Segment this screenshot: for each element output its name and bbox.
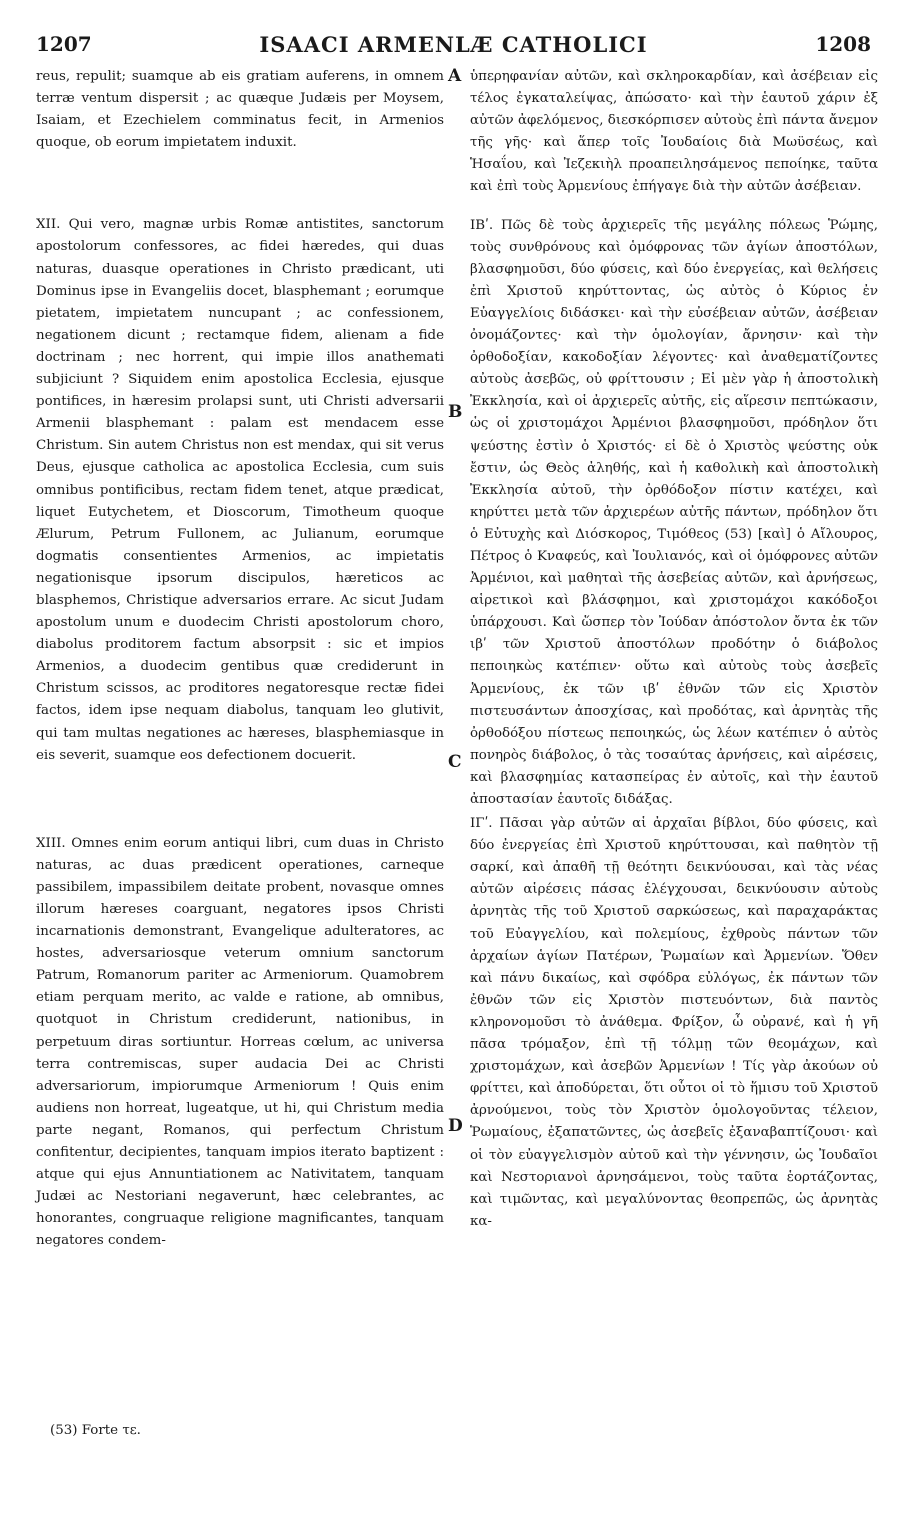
margin-marker-a: A <box>448 66 462 86</box>
spacer <box>36 767 444 833</box>
greek-column <box>470 66 878 1233</box>
page-number-right: 1208 <box>815 32 871 56</box>
latin-paragraph-13: XIII. Omnes enim eorum antiqui libri, cum duas in Christo naturas, ac duas prædicent operationes, carneque passibilem, impassibilem deitate probent, novasque omnes illorum hæreses coarguant, negatores ipsos Christi incarnationis demonstrant, Evangelique adulteratores, ac hostes, adversariosque veterum omnium sanctorum Patrum, Romanorum pariter ac Armeniorum. Quamobrem etiam perquam merito, ac valde e ratione, ab omnibus, quotquot in Christum crediderunt, nationibus, in perpetuum diras sortiuntur. Horreas cœlum, ac universa terra contremiscas, super audacia Dei ac Christi adversariorum, impiorumque Armeniorum ! Quis enim audiens non horreat, lugeatque, ut hi, qui Christum media parte negant, Romanos, qui perfectum Christum confitentur, decipientes, tanquam impios iterato baptizent : atque qui ejus Annuntiationem ac Nativitatem, tanquam Judæi ac Nestoriani negaverunt, hæc celebrantes, ac honorantes, congruaque religione magnificantes, tanquam negatores condem- <box>36 835 444 1249</box>
latin-column <box>36 66 444 1253</box>
page-number-left: 1207 <box>36 32 92 56</box>
running-header <box>36 32 871 64</box>
margin-marker-c: C <box>448 752 462 772</box>
greek-paragraph-1: ὑπερηφανίαν αὐτῶν, καὶ σκληροκαρδίαν, καὶ ἀσέβειαν εἰς τέλος ἐγκαταλείψας, ἀπώσατο· καὶ τὴν ἑαυτοῦ χάριν ἐξ αὐτῶν ἀφελόμενος, διεσκόρπισεν αὐτοὺς ἐπὶ πάντα ἄνεμον τῆς γῆς· καὶ ἅπερ τοῖς Ἰουδαίοις διὰ Μωϋσέως, καὶ Ἡσαΐου, καὶ Ἰεζεκιὴλ προαπειλησάμενος πεποίηκε, ταῦτα καὶ ἐπὶ τοὺς Ἀρμενίους ἐπήγαγε διὰ τὴν αὐτῶν ἀσέβειαν. <box>470 69 878 195</box>
footnote: (53) Forte τε. <box>50 1423 141 1438</box>
latin-paragraph-1: reus, repulit; suamque ab eis gratiam auferens, in omnem terræ ventum dispersit ; ac quæque Judæis per Moysem, Isaiam, et Ezechielem comminatus fecit, in Armenios quoque, ob eorum impietatem induxit. <box>36 69 444 151</box>
margin-marker-b: B <box>448 402 463 422</box>
running-title: ISAACI ARMENLÆ CATHOLICI <box>259 32 648 57</box>
spacer <box>36 154 444 214</box>
margin-marker-d: D <box>448 1116 463 1136</box>
latin-paragraph-12: XII. Qui vero, magnæ urbis Romæ antistites, sanctorum apostolorum confessores, ac fidei hæredes, qui duas naturas, duasque operationes in Christo prædicant, uti Dominus ipse in Evangeliis docet, blasphemant ; eorumque pietatem, impietatem nuncupant ; ac confessionem, negationem dicunt ; rectamque fidem, alienam a fide doctrinam ; nec horrent, qui impie illos anathemati subjiciunt ? Siquidem enim apostolica Ecclesia, ejusque pontifices, in hæresim prolapsi sunt, uti Christi adversarii Armenii blasphemant : palam est mendacem esse Christum. Sin autem Christus non est mendax, qui sit verus Deus, ejusque catholica ac apostolica Ecclesia, cum suis omnibus pontificibus, rectam fidem tenet, atque prædicat, liquet Eutychetem, et Dioscorum, Timotheum quoque Ælurum, Petrum Fullonem, ac Julianum, eorumque dogmatis consentientes Armenios, ac impietatis negationisque ipsorum discipulos, hæreticos ac blasphemos, Christique adversarios errare. Ac sicut Judam apostolum unum e duodecim Christi apostolorum choro, diabolus proditorem factum absorpsit : sic et impios Armenios, a duodecim gentibus quæ crediderunt in Christum scissos, ac proditores negatoresque rectæ fidei factos, idem ipse nequam diabolus, tanquam leo glutivit, qui tam multas negationes ac hæreses, blasphemiasque in eis severit, suamque eos defectionem docuerit. <box>36 217 444 763</box>
greek-paragraph-13: ΙΓʹ. Πᾶσαι γὰρ αὐτῶν αἱ ἀρχαῖαι βίβλοι, δύο φύσεις, καὶ δύο ἐνεργείας ἐπὶ Χριστοῦ κηρύττουσαι, καὶ παθητὸν τῇ σαρκί, καὶ ἀπαθῆ τῇ θεότητι δεικνύουσαι, καὶ τὰς νέας αὐτῶν αἱρέσεις πάσας ἐλέγχουσαι, δεικνύουσιν αὐτοὺς ἀρνητὰς τῆς τοῦ Χριστοῦ σαρκώσεως, καὶ παραχαράκτας τοῦ Εὐαγγελίου, καὶ πολεμίους, ἐχθροὺς πάντων τῶν ἀρχαίων ἁγίων Πατέρων, Ῥωμαίων καὶ Ἀρμενίων. Ὅθεν καὶ πάνυ δικαίως, καὶ σφόδρα εὐλόγως, ἐκ πάντων τῶν ἐθνῶν τῶν εἰς Χριστὸν πιστευόντων, διὰ παντὸς κληρονομοῦσι τὸ ἀνάθεμα. Φρίξον, ὦ οὐρανέ, καὶ ἡ γῆ πᾶσα τρόμαξον, ἐπὶ τῇ τόλμῃ τῶν θεομάχων, καὶ χριστομάχων, καὶ ἀσεβῶν Ἀρμενίων ! Τίς γὰρ ἀκούων οὐ φρίττει, καὶ ἀποδύρεται, ὅτι οὗτοι οἱ τὸ ἥμισυ τοῦ Χριστοῦ ἀρνούμενοι, τοὺς τὸν Χριστὸν ὁμολογοῦντας τέλειον, Ῥωμαίους, ἐξαπατῶντες, ὡς ἀσεβεῖς ἐξαναβαπτίζουσι· καὶ οἱ τὸν εὐαγγελισμὸν αὐτοῦ καὶ τὴν γέννησιν, ὡς Ἰουδαῖοι καὶ Νεστοριανοὶ ἀρνησάμενοι, τοὺς ταῦτα ἑορτάζοντας, καὶ τιμῶντας, καὶ μεγαλύνοντας θεοπρεπῶς, ὡς ἀρνητὰς κα- <box>470 816 878 1229</box>
greek-paragraph-12: ΙΒʹ. Πῶς δὲ τοὺς ἀρχιερεῖς τῆς μεγάλης πόλεως Ῥώμης, τοὺς συνθρόνους καὶ ὁμόφρονας τῶν ἁγίων ἀποστόλων, βλασφημοῦσι, δύο φύσεις, καὶ δύο ἐνεργείας, καὶ θελήσεις ἐπὶ Χριστοῦ κηρύττοντας, ὡς αὐτὸς ὁ Κύριος ἐν Εὐαγγελίοις διδάσκει· καὶ τὴν εὐσέβειαν αὐτῶν, ἀσέβειαν ὀνομάζοντες· καὶ τὴν ὁμολογίαν, ἄρνησιν· καὶ τὴν ὀρθοδοξίαν, κακοδοξίαν λέγοντες· καὶ ἀναθεματίζοντες αὐτοὺς ἀσεβῶς, οὐ φρίττουσιν ; Εἰ μὲν γὰρ ἡ ἀποστολικὴ Ἐκκλησία, καὶ οἱ ἀρχιερεῖς αὐτῆς, εἰς αἵρεσιν πεπτώκασιν, ὡς οἱ χριστομάχοι Ἀρμένιοι βλασφημοῦσι, πρόδηλον ὅτι ψεύστης ἐστὶν ὁ Χριστός· εἰ δὲ ὁ Χριστὸς ψεύστης οὐκ ἔστιν, ὡς Θεὸς ἀληθής, καὶ ἡ καθολικὴ καὶ ἀποστολικὴ Ἐκκλησία αὐτοῦ, τὴν ὀρθόδοξον πίστιν κατέχει, καὶ κηρύττει μετὰ τῶν ἀρχιερέων αὐτῆς πάντων, πρόδηλον ὅτι ὁ Εὐτυχὴς καὶ Διόσκορος, Τιμόθεος (53) [καὶ] ὁ Αἴλουρος, Πέτρος ὁ Κναφεύς, καὶ Ἰουλιανός, καὶ οἱ ὁμόφρονες αὐτῶν Ἀρμένιοι, καὶ μαθηταὶ τῆς ἀσεβείας αὐτῶν, καὶ ἀρνήσεως, αἱρετικοὶ καὶ βλάσφημοι, καὶ χριστομάχοι κακόδοξοι ὑπάρχουσι. Καὶ ὥσπερ τὸν Ἰούδαν ἀπόστολον ὄντα ἐκ τῶν ιβʹ τῶν Χριστοῦ ἀποστόλων προδότην ὁ διάβολος πεποιηκὼς κατέπιεν· οὕτω καὶ αὐτοὺς τοὺς ἀσεβεῖς Ἀρμενίους, ἐκ τῶν ιβʹ ἐθνῶν τῶν εἰς Χριστὸν πιστευσάντων ἀποσχίσας, καὶ προδότας, καὶ ἀρνητὰς τῆς ὀρθοδόξου πίστεως πεποιηκώς, ὡς λέων κατέπιεν ὁ αὐτὸς πονηρὸς διάβολος, ὁ τὰς τοσαύτας ἀρνήσεις, καὶ αἱρέσεις, καὶ βλασφημίας κατασπείρας ἐν αὐτοῖς, καὶ τὴν ἑαυτοῦ ἀποστασίαν ἑαυτοῖς διδάξας. <box>470 217 878 807</box>
